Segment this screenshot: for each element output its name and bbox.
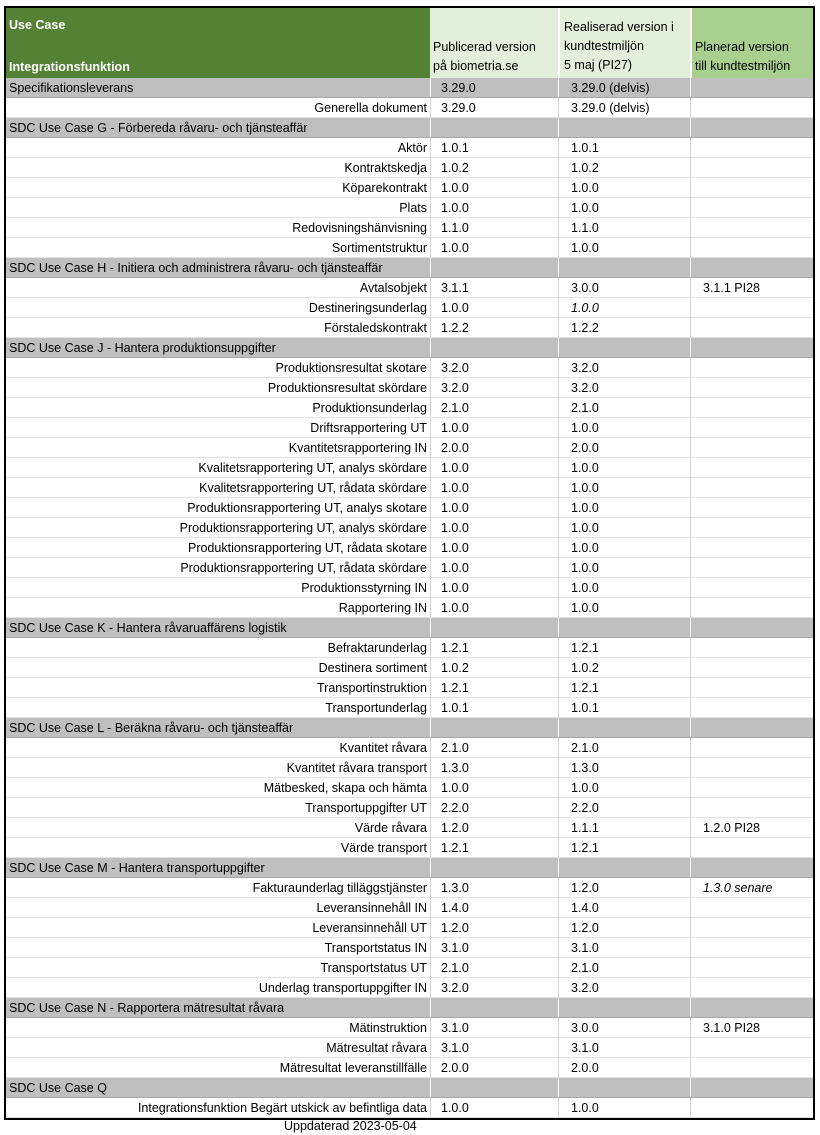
function-name: Mätresultat leveranstillfälle — [279, 1060, 427, 1075]
planned-version — [690, 358, 813, 377]
realised-version — [558, 998, 690, 1017]
realised-version: 1.0.0 — [558, 578, 690, 597]
function-name: Befraktarunderlag — [327, 640, 427, 655]
realised-version: 1.0.0 — [558, 198, 690, 217]
function-name: Sortimentstruktur — [331, 240, 427, 255]
published-version: 1.0.0 — [430, 1098, 558, 1117]
realised-version: 2.2.0 — [558, 798, 690, 817]
published-version: 1.0.0 — [430, 238, 558, 257]
table-row — [6, 318, 813, 338]
realised-version: 1.0.0 — [558, 418, 690, 437]
published-version: 1.0.0 — [430, 778, 558, 797]
published-version: 1.0.0 — [430, 598, 558, 617]
function-name: Transportstatus IN — [324, 940, 427, 955]
table-row — [6, 458, 813, 478]
planned-version — [690, 698, 813, 717]
published-version — [430, 998, 558, 1017]
table-row — [6, 378, 813, 398]
table-row — [6, 1038, 813, 1058]
table-row — [6, 538, 813, 558]
table-row — [6, 178, 813, 198]
realised-version: 1.0.0 — [558, 298, 690, 317]
published-version: 1.2.2 — [430, 318, 558, 337]
planned-version — [690, 658, 813, 677]
planned-version — [690, 198, 813, 217]
table-row — [6, 138, 813, 158]
planned-version — [690, 1098, 813, 1117]
realised-version: 2.0.0 — [558, 1058, 690, 1077]
planned-version — [690, 598, 813, 617]
published-version: 1.2.0 — [430, 818, 558, 837]
table-row — [6, 1058, 813, 1078]
realised-version: 1.0.0 — [558, 498, 690, 517]
table-row — [6, 1018, 813, 1038]
published-version: 3.2.0 — [430, 978, 558, 997]
planned-version — [690, 578, 813, 597]
realised-version: 1.1.0 — [558, 218, 690, 237]
function-name: Kvantitet råvara transport — [286, 760, 427, 775]
planned-version — [690, 718, 813, 737]
planned-version — [690, 758, 813, 777]
header-use-case-cell — [6, 8, 430, 78]
function-name: Rapportering IN — [338, 600, 427, 615]
function-name: Transportuppgifter UT — [305, 800, 427, 815]
planned-version: 1.2.0 PI28 — [690, 818, 813, 837]
planned-version — [690, 498, 813, 517]
planned-version — [690, 78, 813, 97]
realised-version: 1.0.0 — [558, 238, 690, 257]
planned-version — [690, 178, 813, 197]
table-row — [6, 298, 813, 318]
realised-version: 3.1.0 — [558, 938, 690, 957]
realised-version: 1.2.1 — [558, 678, 690, 697]
published-version — [430, 858, 558, 877]
planned-version — [690, 398, 813, 417]
published-version: 1.2.1 — [430, 638, 558, 657]
realised-version: 1.0.1 — [558, 138, 690, 157]
function-name: Underlag transportuppgifter IN — [258, 980, 427, 995]
section-title: SDC Use Case Q — [9, 1080, 107, 1095]
table-row — [6, 578, 813, 598]
planned-version — [690, 458, 813, 477]
published-version: 1.3.0 — [430, 758, 558, 777]
published-version: 2.2.0 — [430, 798, 558, 817]
table-row — [6, 418, 813, 438]
section-row — [6, 718, 813, 738]
planned-version — [690, 98, 813, 117]
planned-version — [690, 378, 813, 397]
realised-version: 3.0.0 — [558, 278, 690, 297]
planned-version — [690, 978, 813, 997]
realised-version: 1.2.2 — [558, 318, 690, 337]
function-name: Produktionsrapportering UT, rådata skördare — [180, 560, 427, 575]
table-row — [6, 878, 813, 898]
published-version: 1.3.0 — [430, 878, 558, 897]
table-row — [6, 838, 813, 858]
table-body — [6, 78, 813, 1118]
function-name: Mätinstruktion — [349, 1020, 427, 1035]
published-version: 1.1.0 — [430, 218, 558, 237]
realised-version: 3.2.0 — [558, 358, 690, 377]
table-row — [6, 698, 813, 718]
published-version: 3.1.1 — [430, 278, 558, 297]
table-row — [6, 638, 813, 658]
planned-version: 3.1.1 PI28 — [690, 278, 813, 297]
published-version: 1.4.0 — [430, 898, 558, 917]
function-name: Köparekontrakt — [342, 180, 427, 195]
section-row — [6, 858, 813, 878]
published-version — [430, 338, 558, 357]
planned-version — [690, 798, 813, 817]
planned-version — [690, 558, 813, 577]
section-title: SDC Use Case J - Hantera produktionsuppgifter — [9, 340, 276, 355]
header-planned-version: Planerad version till kundtestmiljön — [690, 8, 813, 78]
published-version: 3.1.0 — [430, 938, 558, 957]
function-name: Produktionsunderlag — [312, 400, 427, 415]
realised-version: 3.2.0 — [558, 978, 690, 997]
realised-version: 1.0.0 — [558, 558, 690, 577]
realised-version: 1.0.0 — [558, 598, 690, 617]
planned-version — [690, 678, 813, 697]
realised-version: 3.29.0 (delvis) — [558, 98, 690, 117]
table-row — [6, 818, 813, 838]
published-version: 1.0.1 — [430, 138, 558, 157]
planned-version — [690, 1058, 813, 1077]
published-version: 2.0.0 — [430, 438, 558, 457]
published-version: 1.0.2 — [430, 658, 558, 677]
section-title: SDC Use Case K - Hantera råvaruaffärens logistik — [9, 620, 287, 635]
published-version: 1.0.0 — [430, 498, 558, 517]
realised-version: 1.0.2 — [558, 158, 690, 177]
planned-version — [690, 218, 813, 237]
published-version: 3.2.0 — [430, 378, 558, 397]
realised-version: 3.2.0 — [558, 378, 690, 397]
realised-version — [558, 1078, 690, 1097]
table-row — [6, 478, 813, 498]
table-row — [6, 198, 813, 218]
header-realised-version: Realiserad version i kundtestmiljön 5 maj (PI27) — [558, 8, 690, 78]
section-row — [6, 258, 813, 278]
function-name: Kvantitetsrapportering IN — [288, 440, 427, 455]
planned-version — [690, 1078, 813, 1097]
function-name: Generella dokument — [314, 100, 427, 115]
table-row — [6, 658, 813, 678]
planned-version — [690, 958, 813, 977]
function-name: Leveransinnehåll UT — [312, 920, 427, 935]
published-version: 3.29.0 — [430, 98, 558, 117]
function-name: Integrationsfunktion Begärt utskick av befintliga data — [137, 1100, 427, 1115]
table-row — [6, 358, 813, 378]
published-version — [430, 618, 558, 637]
table-row — [6, 738, 813, 758]
function-name: Avtalsobjekt — [359, 280, 427, 295]
realised-version: 1.2.1 — [558, 638, 690, 657]
section-row — [6, 338, 813, 358]
published-version: 1.2.0 — [430, 918, 558, 937]
table-row — [6, 678, 813, 698]
planned-version — [690, 918, 813, 937]
section-title: SDC Use Case L - Beräkna råvaru- och tjänsteaffär — [9, 720, 294, 735]
planned-version: 1.3.0 senare — [690, 878, 813, 897]
table-row — [6, 278, 813, 298]
table-row — [6, 398, 813, 418]
header-published-version: Publicerad version på biometria.se — [430, 8, 558, 78]
function-name: Destinera sortiment — [318, 660, 427, 675]
published-version: 1.0.1 — [430, 698, 558, 717]
realised-version — [558, 118, 690, 137]
realised-version: 1.1.1 — [558, 818, 690, 837]
realised-version: 3.0.0 — [558, 1018, 690, 1037]
planned-version: 3.1.0 PI28 — [690, 1018, 813, 1037]
section-row — [6, 618, 813, 638]
planned-version — [690, 858, 813, 877]
function-name: Produktionsresultat skördare — [267, 380, 427, 395]
realised-version: 1.2.1 — [558, 838, 690, 857]
function-name: Redovisningshänvisning — [292, 220, 427, 235]
published-version: 3.1.0 — [430, 1018, 558, 1037]
table-row — [6, 438, 813, 458]
published-version: 2.0.0 — [430, 1058, 558, 1077]
planned-version — [690, 158, 813, 177]
planned-version — [690, 898, 813, 917]
header-integrationsfunktion: Integrationsfunktion — [9, 60, 130, 74]
planned-version — [690, 1038, 813, 1057]
function-name: Driftsrapportering UT — [310, 420, 427, 435]
header-use-case: Use Case — [9, 18, 66, 32]
published-version: 1.0.0 — [430, 558, 558, 577]
updated-date: Uppdaterad 2023-05-04 — [284, 1119, 417, 1133]
planned-version — [690, 238, 813, 257]
function-name: Kontraktskedja — [344, 160, 427, 175]
planned-version — [690, 518, 813, 537]
published-version: 1.0.0 — [430, 178, 558, 197]
function-name: Aktör — [397, 140, 427, 155]
table-row — [6, 598, 813, 618]
realised-version: 1.0.0 — [558, 458, 690, 477]
function-name: Mätbesked, skapa och hämta — [263, 780, 427, 795]
table-row — [6, 518, 813, 538]
realised-version: 1.0.0 — [558, 518, 690, 537]
published-version: 1.0.0 — [430, 418, 558, 437]
table-row — [6, 938, 813, 958]
table-row — [6, 918, 813, 938]
table-row — [6, 958, 813, 978]
realised-version: 1.0.1 — [558, 698, 690, 717]
planned-version — [690, 478, 813, 497]
function-name: Mätresultat råvara — [326, 1040, 427, 1055]
planned-version — [690, 138, 813, 157]
published-version: 2.1.0 — [430, 738, 558, 757]
published-version: 1.0.0 — [430, 578, 558, 597]
function-name: Kvantitet råvara — [339, 740, 427, 755]
planned-version — [690, 778, 813, 797]
published-version — [430, 1078, 558, 1097]
table-row — [6, 778, 813, 798]
function-name: Värde råvara — [354, 820, 427, 835]
realised-version: 1.4.0 — [558, 898, 690, 917]
published-version: 3.2.0 — [430, 358, 558, 377]
function-name: Transportinstruktion — [317, 680, 427, 695]
planned-version — [690, 618, 813, 637]
published-version: 2.1.0 — [430, 398, 558, 417]
table-row — [6, 558, 813, 578]
function-name: Plats — [399, 200, 427, 215]
function-name: Leveransinnehåll IN — [316, 900, 427, 915]
realised-version — [558, 258, 690, 277]
function-name: Produktionsresultat skotare — [275, 360, 427, 375]
table-row — [6, 218, 813, 238]
section-title: SDC Use Case H - Initiera och administrera råvaru- och tjänsteaffär — [9, 260, 383, 275]
realised-version — [558, 718, 690, 737]
section-row — [6, 1078, 813, 1098]
planned-version — [690, 118, 813, 137]
realised-version: 1.2.0 — [558, 918, 690, 937]
published-version: 1.0.0 — [430, 198, 558, 217]
realised-version: 1.0.2 — [558, 658, 690, 677]
function-name: Kvalitetsrapportering UT, analys skördare — [198, 460, 427, 475]
function-name: Produktionsrapportering UT, rådata skotare — [187, 540, 427, 555]
planned-version — [690, 838, 813, 857]
table-row — [6, 1098, 813, 1118]
section-title: SDC Use Case N - Rapportera mätresultat råvara — [9, 1000, 285, 1015]
published-version — [430, 718, 558, 737]
planned-version — [690, 538, 813, 557]
published-version: 1.0.0 — [430, 478, 558, 497]
section-title: SDC Use Case G - Förbereda råvaru- och tjänsteaffär — [9, 120, 308, 135]
planned-version — [690, 938, 813, 957]
function-name: Värde transport — [340, 840, 427, 855]
realised-version — [558, 338, 690, 357]
realised-version: 1.3.0 — [558, 758, 690, 777]
section-title: SDC Use Case M - Hantera transportuppgifter — [9, 860, 265, 875]
planned-version — [690, 258, 813, 277]
realised-version: 3.29.0 (delvis) — [558, 78, 690, 97]
realised-version: 2.1.0 — [558, 398, 690, 417]
published-version: 3.1.0 — [430, 1038, 558, 1057]
realised-version: 1.0.0 — [558, 478, 690, 497]
function-name: Produktionsrapportering UT, analys skotare — [187, 500, 427, 515]
table-row — [6, 98, 813, 118]
table-row — [6, 158, 813, 178]
section-title: Specifikationsleverans — [9, 80, 134, 95]
function-name: Destineringsunderlag — [308, 300, 427, 315]
realised-version: 2.1.0 — [558, 958, 690, 977]
planned-version — [690, 418, 813, 437]
planned-version — [690, 638, 813, 657]
function-name: Förstaledskontrakt — [324, 320, 427, 335]
planned-version — [690, 298, 813, 317]
published-version: 1.2.1 — [430, 678, 558, 697]
realised-version: 1.2.0 — [558, 878, 690, 897]
table-row — [6, 898, 813, 918]
planned-version — [690, 738, 813, 757]
realised-version: 3.1.0 — [558, 1038, 690, 1057]
realised-version: 2.0.0 — [558, 438, 690, 457]
realised-version: 2.1.0 — [558, 738, 690, 757]
section-row — [6, 78, 813, 98]
function-name: Fakturaunderlag tilläggstjänster — [252, 880, 427, 895]
table-row — [6, 238, 813, 258]
function-name: Transportstatus UT — [320, 960, 427, 975]
realised-version — [558, 618, 690, 637]
realised-version: 1.0.0 — [558, 538, 690, 557]
table-row — [6, 978, 813, 998]
published-version — [430, 118, 558, 137]
published-version: 1.0.0 — [430, 298, 558, 317]
version-table — [4, 6, 815, 1120]
published-version: 3.29.0 — [430, 78, 558, 97]
planned-version — [690, 438, 813, 457]
published-version: 1.0.0 — [430, 518, 558, 537]
published-version — [430, 258, 558, 277]
realised-version: 1.0.0 — [558, 778, 690, 797]
function-name: Kvalitetsrapportering UT, rådata skördare — [199, 480, 427, 495]
function-name: Produktionsrapportering UT, analys skördare — [179, 520, 427, 535]
table-header — [6, 8, 813, 78]
realised-version: 1.0.0 — [558, 1098, 690, 1117]
planned-version — [690, 998, 813, 1017]
realised-version — [558, 858, 690, 877]
function-name: Transportunderlag — [325, 700, 427, 715]
table-row — [6, 498, 813, 518]
function-name: Produktionsstyrning IN — [301, 580, 427, 595]
realised-version: 1.0.0 — [558, 178, 690, 197]
planned-version — [690, 338, 813, 357]
published-version: 1.0.0 — [430, 458, 558, 477]
planned-version — [690, 318, 813, 337]
table-row — [6, 758, 813, 778]
section-row — [6, 998, 813, 1018]
published-version: 2.1.0 — [430, 958, 558, 977]
table-row — [6, 798, 813, 818]
published-version: 1.2.1 — [430, 838, 558, 857]
published-version: 1.0.2 — [430, 158, 558, 177]
published-version: 1.0.0 — [430, 538, 558, 557]
section-row — [6, 118, 813, 138]
